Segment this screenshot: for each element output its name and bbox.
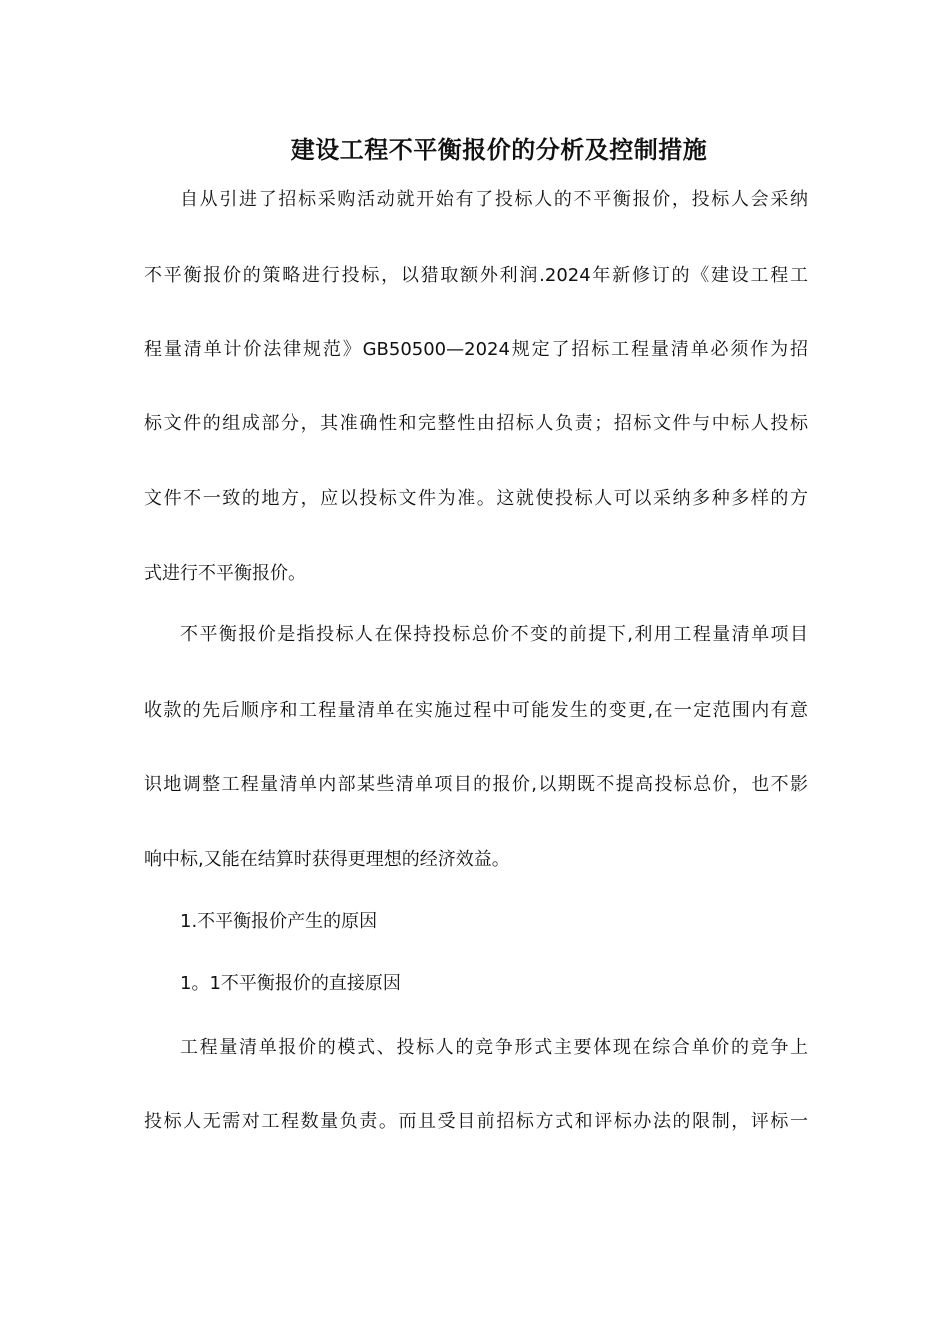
document-title: 建设工程不平衡报价的分析及控制措施 xyxy=(290,136,708,164)
paragraph-3-line-1: 工程量清单报价的模式、投标人的竞争形式主要体现在综合单价的竞争上 xyxy=(180,1037,808,1058)
section-heading-1-1: 1。1不平衡报价的直接原因 xyxy=(180,973,401,994)
paragraph-1-line-1: 自从引进了招标采购活动就开始有了投标人的不平衡报价，投标人会采纳 xyxy=(180,189,808,210)
paragraph-3-line-2: 投标人无需对工程数量负责。而且受目前招标方式和评标办法的限制，评标一 xyxy=(144,1111,808,1132)
paragraph-1-line-4: 标文件的组成部分，其准确性和完整性由招标人负责；招标文件与中标人投标 xyxy=(144,413,808,434)
paragraph-1-line-6: 式进行不平衡报价。 xyxy=(144,563,306,584)
paragraph-1-line-3: 程量清单计价法律规范》GB50500—2024规定了招标工程量清单必须作为招 xyxy=(144,339,808,360)
paragraph-2-line-4: 响中标,又能在结算时获得更理想的经济效益。 xyxy=(144,849,510,870)
paragraph-1-line-5: 文件不一致的地方，应以投标文件为准。这就使投标人可以采纳多种多样的方 xyxy=(144,488,808,509)
section-heading-1: 1.不平衡报价产生的原因 xyxy=(180,911,378,932)
paragraph-1-line-2: 不平衡报价的策略进行投标，以猎取额外利润.2024年新修订的《建设工程工 xyxy=(144,265,808,286)
paragraph-2-line-2: 收款的先后顺序和工程量清单在实施过程中可能发生的变更,在一定范围内有意 xyxy=(144,700,808,721)
paragraph-2-line-3: 识地调整工程量清单内部某些清单项目的报价,以期既不提高投标总价，也不影 xyxy=(144,774,808,795)
paragraph-2-line-1: 不平衡报价是指投标人在保持投标总价不变的前提下,利用工程量清单项目 xyxy=(180,624,808,645)
